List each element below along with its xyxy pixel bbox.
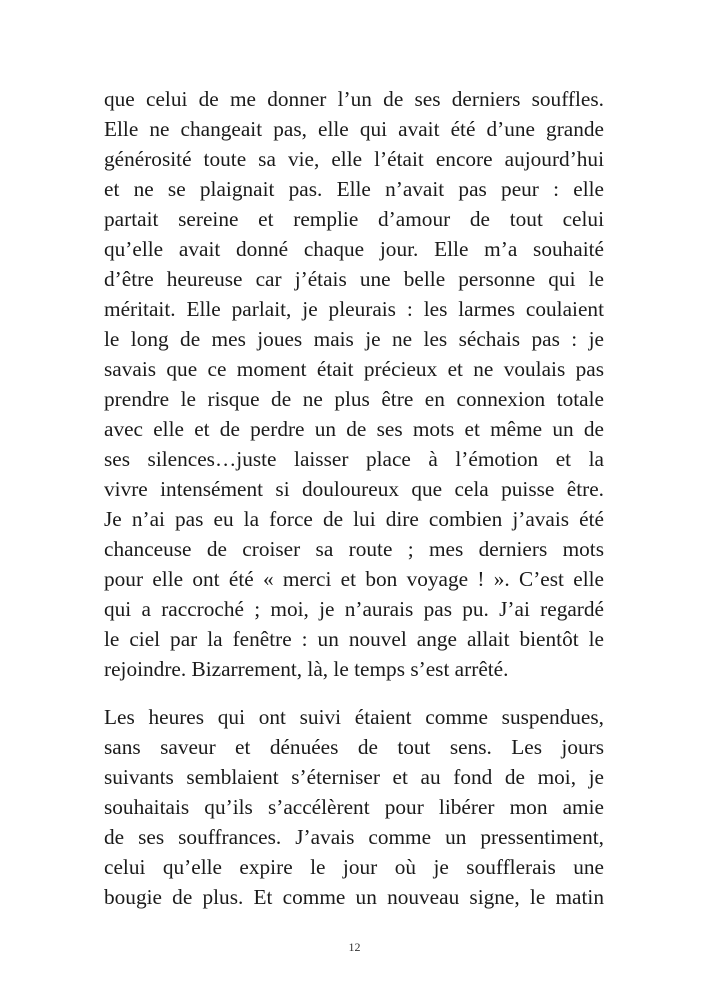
text-line: qui a raccroché ; moi, je n’aurais pas pu. J’ai regardé xyxy=(104,597,604,621)
page-number: 12 xyxy=(348,940,361,954)
text-line: d’être heureuse car j’étais une belle personne qui le xyxy=(104,267,604,291)
text-line: ses silences…juste laisser place à l’émotion et la xyxy=(104,447,604,471)
paragraph-1 xyxy=(104,84,604,684)
text-line: méritait. Elle parlait, je pleurais : les larmes coulaient xyxy=(104,297,604,321)
text-line: sans saveur et dénuées de tout sens. Les jours xyxy=(104,735,604,759)
text-line: que celui de me donner l’un de ses derniers souffles. xyxy=(104,87,604,111)
text-line: vivre intensément si douloureux que cela puisse être. xyxy=(104,477,604,501)
text-line: et ne se plaignait pas. Elle n’avait pas peur : elle xyxy=(104,177,604,201)
text-line: suivants semblaient s’éterniser et au fond de moi, je xyxy=(104,765,604,789)
text-line: générosité toute sa vie, elle l’était encore aujourd’hui xyxy=(104,147,604,171)
text-line: Les heures qui ont suivi étaient comme suspendues, xyxy=(104,705,604,729)
text-line: souhaitais qu’ils s’accélèrent pour libérer mon amie xyxy=(104,795,604,819)
paragraph-2 xyxy=(104,702,604,912)
text-line: savais que ce moment était précieux et ne voulais pas xyxy=(104,357,604,381)
text-line: prendre le risque de ne plus être en connexion totale xyxy=(104,387,604,411)
text-line: bougie de plus. Et comme un nouveau signe, le matin xyxy=(104,885,604,909)
text-line: partait sereine et remplie d’amour de tout celui xyxy=(104,207,604,231)
text-line: rejoindre. Bizarrement, là, le temps s’est arrêté. xyxy=(104,657,509,681)
text-line: avec elle et de perdre un de ses mots et même un de xyxy=(104,417,604,441)
text-line: chanceuse de croiser sa route ; mes derniers mots xyxy=(104,537,604,561)
text-line: celui qu’elle expire le jour où je soufflerais une xyxy=(104,855,604,879)
text-line: le long de mes joues mais je ne les séchais pas : je xyxy=(104,327,604,351)
body-text xyxy=(104,84,604,912)
text-line: de ses souffrances. J’avais comme un pressentiment, xyxy=(104,825,604,849)
text-line: qu’elle avait donné chaque jour. Elle m’a souhaité xyxy=(104,237,604,261)
text-line: Elle ne changeait pas, elle qui avait été d’une grande xyxy=(104,117,604,141)
text-line: Je n’ai pas eu la force de lui dire combien j’avais été xyxy=(104,507,604,531)
text-line: le ciel par la fenêtre : un nouvel ange allait bientôt le xyxy=(104,627,604,651)
text-line: pour elle ont été « merci et bon voyage ! ». C’est elle xyxy=(104,567,604,591)
